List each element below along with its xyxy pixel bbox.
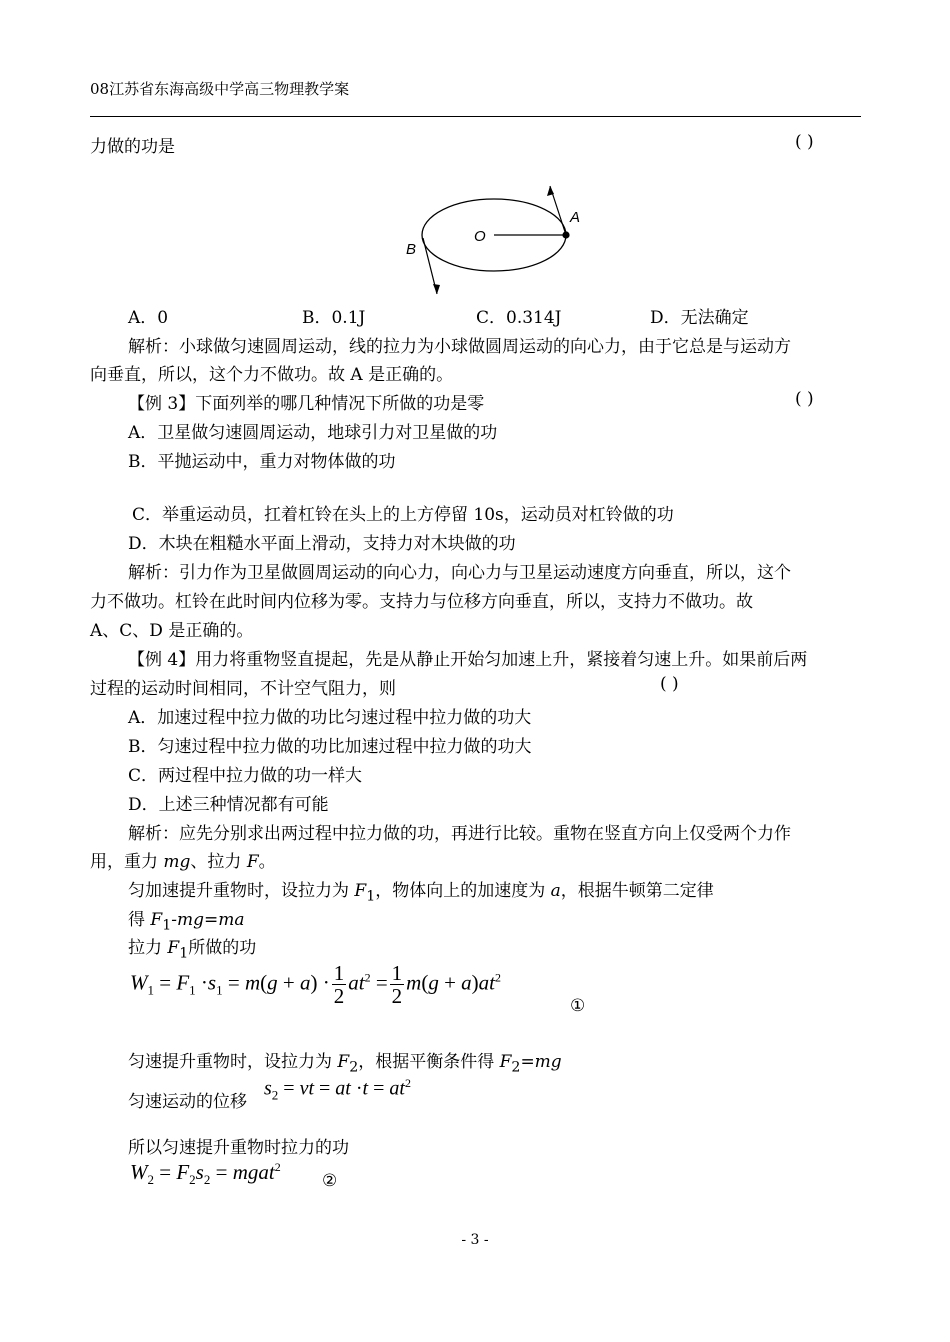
text: ，根据平衡条件得 — [358, 1052, 500, 1072]
symbol-f: F — [150, 910, 163, 930]
subscript: 2 — [511, 1059, 521, 1076]
q4-step6: 所以匀速提升重物时拉力的功 — [128, 1138, 349, 1158]
symbol-a: a — [550, 881, 561, 901]
header-rule — [90, 116, 861, 117]
subscript: 1 — [162, 917, 172, 934]
q3-stem: 【例 3】下面列举的哪几种情况下所做的功是零 — [128, 394, 485, 414]
q4-option-b: B．匀速过程中拉力做的功比加速过程中拉力做的功大 — [128, 737, 532, 757]
q4-step5: 匀速运动的位移 — [128, 1092, 247, 1112]
text: ，物体向上的加速度为 — [375, 881, 551, 901]
q4-stem-line2: 过程的运动时间相同，不计空气阻力，则 — [90, 679, 396, 699]
q4-step3 — [128, 933, 256, 961]
page-header: 08江苏省东海高级中学高三物理教学案 — [90, 80, 350, 98]
q4-option-c: C．两过程中拉力做的功一样大 — [128, 766, 363, 786]
q2-answer-paren: ( ) — [795, 132, 814, 152]
label-o: O — [474, 228, 486, 245]
symbol-f: F — [167, 938, 180, 958]
q2-option-c: C．0.314J — [476, 308, 562, 328]
q3-option-d: D．木块在粗糙水平面上滑动，支持力对木块做的功 — [128, 534, 516, 554]
q2-option-a: A．0 — [128, 308, 169, 328]
equation-w2: $W_2 = F_2s_2$ = mgat$^2$ — [130, 1160, 281, 1188]
circular-motion-figure — [398, 178, 588, 300]
equation-text: =mg — [520, 1052, 562, 1072]
equation-number-2: ② — [322, 1171, 338, 1191]
symbol-f: F — [246, 852, 259, 872]
subscript: 2 — [349, 1059, 359, 1076]
text: 拉力 — [128, 938, 168, 958]
label-b: B — [406, 241, 417, 258]
arrow-head-b — [433, 284, 440, 294]
q4-step4 — [128, 1047, 562, 1075]
q4-analysis-line1: 解析：应先分别求出两过程中拉力做的功，再进行比较。重物在竖直方向上仅受两个力作 — [128, 824, 791, 844]
q4-option-a: A．加速过程中拉力做的功比匀速过程中拉力做的功大 — [128, 708, 532, 728]
symbol-f: F — [499, 1052, 512, 1072]
text: 匀加速提升重物时，设拉力为 — [128, 881, 355, 901]
q2-option-b: B．0.1J — [302, 308, 366, 328]
text: 匀速提升重物时，设拉力为 — [128, 1052, 338, 1072]
subscript: 1 — [179, 945, 189, 962]
equation-s2: $s_2$ = vt = at $\cdot t = at^2$ — [264, 1076, 411, 1103]
q3-option-b: B．平抛运动中，重力对物体做的功 — [128, 452, 396, 472]
q4-option-d: D．上述三种情况都有可能 — [128, 795, 329, 815]
q3-analysis-line2: 力不做功。杠铃在此时间内位移为零。支持力与位移方向垂直，所以，支持力不做功。故 — [90, 592, 753, 612]
q4-analysis-line2 — [90, 847, 276, 872]
q2-option-d: D．无法确定 — [650, 308, 749, 328]
q3-option-a: A．卫星做匀速圆周运动，地球引力对卫星做的功 — [128, 423, 498, 443]
q2-analysis-line1: 解析：小球做匀速圆周运动，线的拉力为小球做圆周运动的向心力，由于它总是与运动方 — [128, 337, 791, 357]
q3-analysis-line3: A、C、D 是正确的。 — [90, 621, 254, 641]
q2-analysis-line2: 向垂直，所以，这个力不做功。故 A 是正确的。 — [90, 365, 454, 385]
equation-w1: $W_1 = F_1 \cdot s_1 = m(g + a)$ · $\frac{1}{2}$ $at^2$ = $\frac{1}{2}$ $m(g + a)at^2$ — [130, 961, 502, 1008]
symbol-mg: mg — [163, 852, 191, 872]
q4-answer-paren: ( ) — [660, 674, 679, 694]
q3-analysis-line1: 解析：引力作为卫星做圆周运动的向心力，向心力与卫星运动速度方向垂直，所以，这个 — [128, 563, 791, 583]
symbol-f: F — [337, 1052, 350, 1072]
symbol-f: F — [354, 881, 367, 901]
q4-stem-line1: 【例 4】用力将重物竖直提起，先是从静止开始匀加速上升，紧接着匀速上升。如果前后两 — [128, 650, 808, 670]
label-a: A — [570, 209, 581, 226]
q4-step2 — [128, 905, 244, 933]
page-number: - 3 - — [461, 1232, 489, 1248]
equation-text: -mg=ma — [171, 910, 245, 930]
text: 用，重力 — [90, 852, 164, 872]
q4-step1 — [128, 876, 714, 904]
equation-number-1: ① — [570, 996, 586, 1016]
q3-answer-paren: ( ) — [795, 389, 814, 409]
text: 、拉力 — [190, 852, 247, 872]
q3-option-c: C．举重运动员，扛着杠铃在头上的上方停留 10s，运动员对杠铃做的功 — [132, 505, 674, 525]
text: 得 — [128, 910, 151, 930]
subscript: 1 — [366, 888, 376, 905]
text: 所做的功 — [188, 938, 257, 958]
q2-stem-tail: 力做的功是 — [90, 137, 175, 157]
text: ，根据牛顿第二定律 — [560, 881, 714, 901]
text: 。 — [258, 852, 276, 872]
